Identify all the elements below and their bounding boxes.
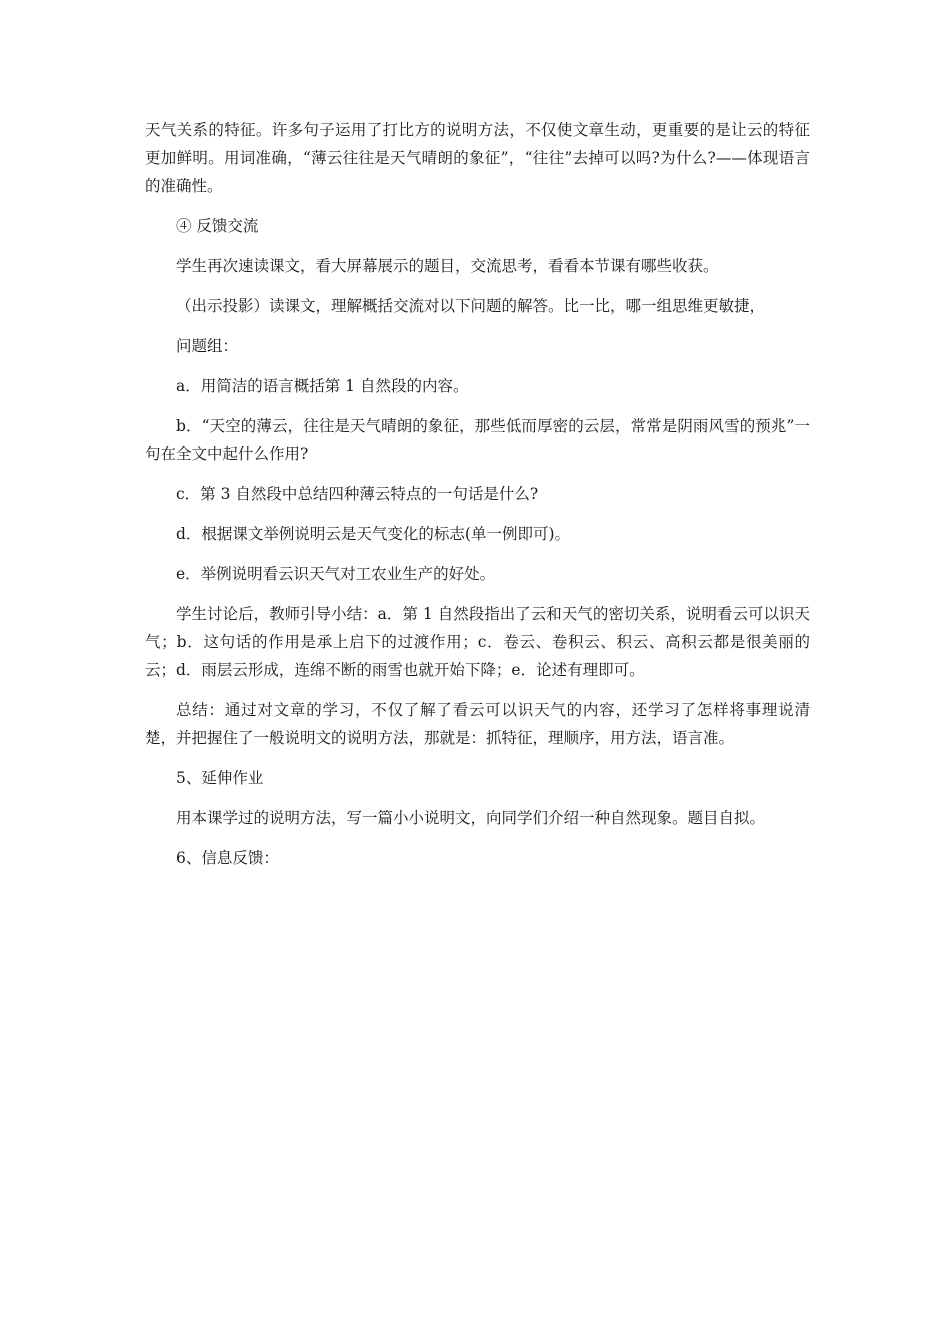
question-a: a．用简洁的语言概括第 1 自然段的内容。 bbox=[176, 377, 469, 395]
question-group-label: 问题组： bbox=[176, 337, 239, 355]
paragraph-cloud-features: 天气关系的特征。许多句子运用了打比方的说明方法，不仅使文章生动，更重要的是让云的特征更加鲜明。用词准确，“薄云往往是天气晴朗的象征”，“往往”去掉可以吗?为什么?——体现语言的准确性。 bbox=[145, 121, 810, 195]
paragraph-conclusion: 总结：通过对文章的学习，不仅了解了看云可以识天气的内容，还学习了怎样将事理说清楚，并把握住了一般说明文的说明方法，那就是：抓特征，理顺序，用方法，语言准。 bbox=[145, 701, 810, 747]
question-e: e．举例说明看云识天气对工农业生产的好处。 bbox=[176, 565, 496, 583]
paragraph-homework-task: 用本课学过的说明方法，写一篇小小说明文，向同学们介绍一种自然现象。题目自拟。 bbox=[176, 809, 766, 827]
question-d: d．根据课文举例说明云是天气变化的标志(单一例即可)。 bbox=[176, 525, 571, 543]
document-body bbox=[145, 116, 810, 884]
heading-extension-homework: 5、延伸作业 bbox=[176, 769, 264, 787]
heading-feedback-exchange: ④ 反馈交流 bbox=[176, 217, 259, 235]
paragraph-fast-reading: 学生再次速读课文，看大屏幕展示的题目，交流思考，看看本节课有哪些收获。 bbox=[176, 257, 719, 275]
paragraph-projection: （出示投影）读课文，理解概括交流对以下问题的解答。比一比，哪一组思维更敏捷， bbox=[176, 297, 766, 315]
paragraph-teacher-summary: 学生讨论后，教师引导小结：a．第 1 自然段指出了云和天气的密切关系，说明看云可以识天气；b．这句话的作用是承上启下的过渡作用；c．卷云、卷积云、积云、高积云都是很美丽的云；d．雨层云形成，连绵不断的雨雪也就开始下降；e．论述有理即可。 bbox=[145, 605, 810, 679]
question-c: c．第 3 自然段中总结四种薄云特点的一句话是什么? bbox=[176, 485, 539, 503]
heading-information-feedback: 6、信息反馈： bbox=[176, 849, 279, 867]
question-b: b．“天空的薄云，往往是天气晴朗的象征，那些低而厚密的云层，常常是阴雨风雪的预兆”一句在全文中起什么作用? bbox=[145, 417, 810, 463]
